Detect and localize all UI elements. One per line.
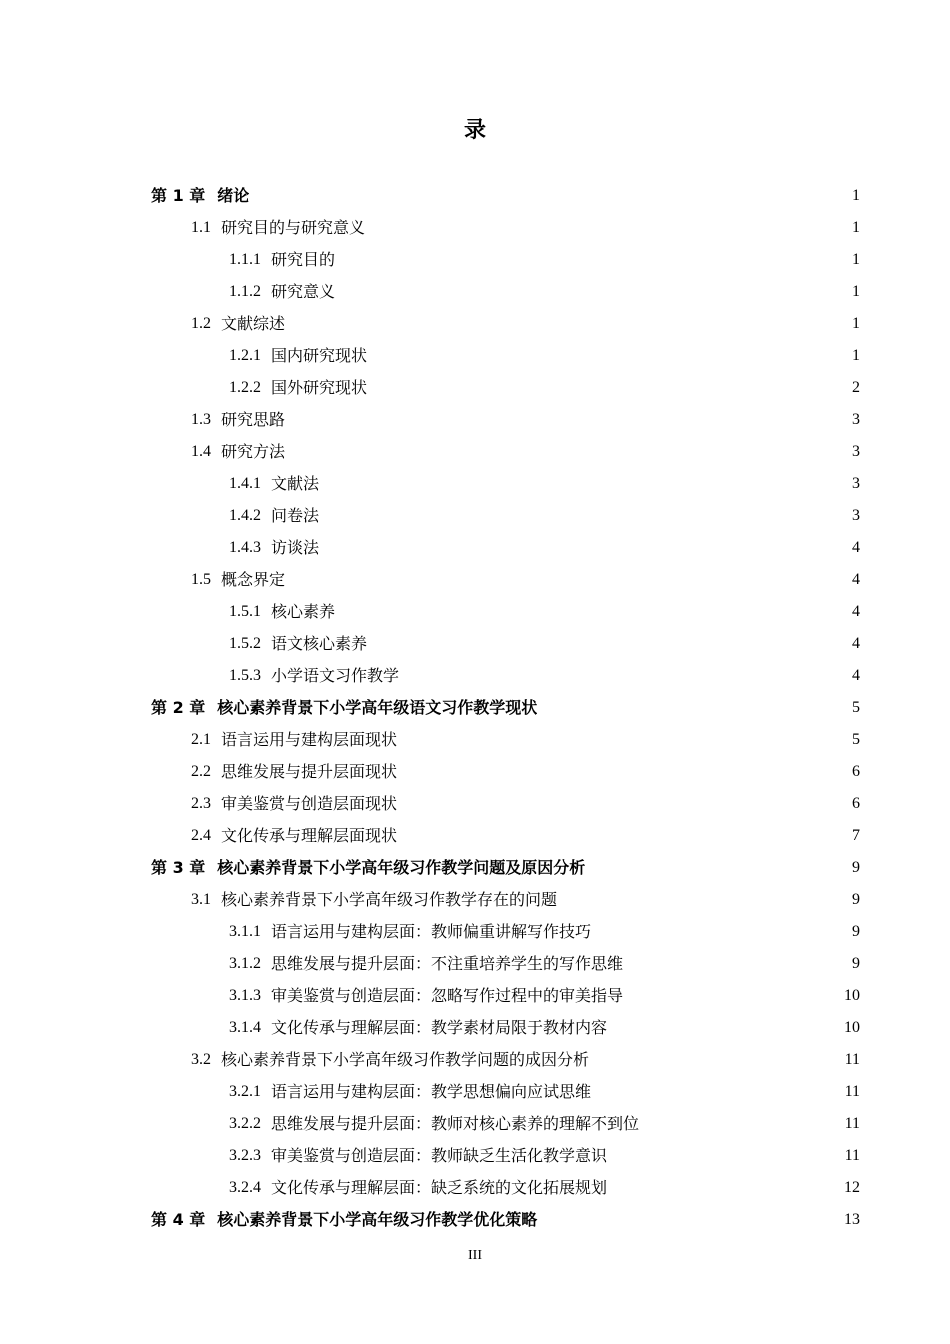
toc-entry-title: 文化传承与理解层面：教学素材局限于教材内容: [271, 1018, 608, 1037]
dot-leader: [609, 1140, 842, 1172]
toc-subsection-entry[interactable]: [0, 1140, 950, 1172]
dot-leader: [591, 1044, 842, 1076]
toc-entry-number: 1.3: [191, 411, 211, 428]
toc-entry-number: 1.1.1: [229, 251, 261, 268]
toc-entry-page: 4: [852, 635, 860, 652]
toc-section-entry[interactable]: [0, 212, 950, 244]
toc-entry-title: 语言运用与建构层面现状: [221, 730, 398, 749]
toc-entry-title: 核心素养背景下小学高年级习作教学存在的问题: [221, 890, 558, 909]
toc-section-entry[interactable]: [0, 1044, 950, 1076]
toc-entry-number: 1.4.1: [229, 475, 261, 492]
toc-entry-title: 绪论: [217, 186, 250, 205]
toc-entry-number: 1.5.3: [229, 667, 261, 684]
toc-entry-title: 思维发展与提升层面：教师对核心素养的理解不到位: [271, 1114, 640, 1133]
dot-leader: [321, 468, 849, 500]
dot-leader: [367, 212, 849, 244]
dot-leader: [401, 660, 849, 692]
dot-leader: [539, 1204, 841, 1236]
toc-entry-number: 3.2: [191, 1051, 211, 1068]
toc-entry-page: 4: [852, 667, 860, 684]
toc-entry-title: 语言运用与建构层面：教师偏重讲解写作技巧: [271, 922, 592, 941]
toc-entry-title: 文化传承与理解层面：缺乏系统的文化拓展规划: [271, 1178, 608, 1197]
toc-entry-page: 3: [852, 443, 860, 460]
toc-entry-page: 1: [852, 283, 860, 300]
toc-entry-page: 3: [852, 475, 860, 492]
toc-section-entry[interactable]: [0, 564, 950, 596]
dot-leader: [287, 564, 849, 596]
toc-entry-page: 3: [852, 507, 860, 524]
toc-entry-page: 10: [844, 1019, 860, 1036]
toc-entry-page: 1: [852, 219, 860, 236]
toc-entry-page: 4: [852, 603, 860, 620]
toc-entry-title: 概念界定: [221, 570, 286, 589]
toc-entry-page: 6: [852, 763, 860, 780]
toc-entry-number: 1.1: [191, 219, 211, 236]
toc-subsection-entry[interactable]: [0, 916, 950, 948]
dot-leader: [399, 756, 849, 788]
toc-entry-title: 研究意义: [271, 282, 336, 301]
toc-section-entry[interactable]: [0, 404, 950, 436]
dot-leader: [625, 980, 841, 1012]
dot-leader: [321, 532, 849, 564]
toc-entry-number: 3.2.1: [229, 1083, 261, 1100]
toc-entry-number: 2.3: [191, 795, 211, 812]
dot-leader: [287, 436, 849, 468]
toc-entry-number: 3.2.3: [229, 1147, 261, 1164]
toc-subsection-entry[interactable]: [0, 372, 950, 404]
toc-entry-number: 1.4.2: [229, 507, 261, 524]
toc-entry-title: 审美鉴赏与创造层面：教师缺乏生活化教学意识: [271, 1146, 608, 1165]
toc-entry-number: 第 2 章: [151, 698, 206, 717]
toc-entry-number: 1.2: [191, 315, 211, 332]
toc-entry-title: 审美鉴赏与创造层面现状: [221, 794, 398, 813]
toc-entry-page: 2: [852, 379, 860, 396]
table-of-contents: [0, 180, 950, 1236]
toc-chapter-entry[interactable]: [0, 692, 950, 724]
toc-entry-number: 1.2.2: [229, 379, 261, 396]
toc-entry-number: 3.2.2: [229, 1115, 261, 1132]
toc-entry-title: 核心素养: [271, 602, 336, 621]
toc-section-entry[interactable]: [0, 756, 950, 788]
toc-subsection-entry[interactable]: [0, 276, 950, 308]
dot-leader: [609, 1012, 841, 1044]
toc-entry-title: 研究目的: [271, 250, 336, 269]
toc-entry-page: 4: [852, 571, 860, 588]
toc-subsection-entry[interactable]: [0, 1012, 950, 1044]
dot-leader: [337, 276, 849, 308]
toc-entry-page: 4: [852, 539, 860, 556]
toc-entry-title: 小学语文习作教学: [271, 666, 400, 685]
toc-entry-number: 第 1 章: [151, 186, 206, 205]
toc-subsection-entry[interactable]: [0, 1108, 950, 1140]
dot-leader: [337, 596, 849, 628]
toc-entry-number: 1.4.3: [229, 539, 261, 556]
toc-section-entry[interactable]: [0, 884, 950, 916]
toc-entry-page: 5: [852, 699, 860, 716]
toc-entry-title: 核心素养背景下小学高年级习作教学问题的成因分析: [221, 1050, 590, 1069]
toc-entry-number: 1.5.1: [229, 603, 261, 620]
toc-entry-number: 2.2: [191, 763, 211, 780]
toc-entry-page: 12: [844, 1179, 860, 1196]
toc-entry-number: 3.2.4: [229, 1179, 261, 1196]
toc-subsection-entry[interactable]: [0, 596, 950, 628]
toc-entry-number: 3.1: [191, 891, 211, 908]
toc-entry-title: 语言运用与建构层面：教学思想偏向应试思维: [271, 1082, 592, 1101]
toc-entry-title: 文化传承与理解层面现状: [221, 826, 398, 845]
dot-leader: [369, 628, 849, 660]
toc-entry-page: 9: [852, 955, 860, 972]
toc-entry-title: 问卷法: [271, 506, 320, 525]
toc-entry-title: 核心素养背景下小学高年级语文习作教学现状: [217, 698, 538, 717]
toc-entry-number: 1.1.2: [229, 283, 261, 300]
toc-entry-title: 核心素养背景下小学高年级习作教学优化策略: [217, 1210, 538, 1229]
toc-entry-title: 语文核心素养: [271, 634, 368, 653]
toc-entry-title: 研究思路: [221, 410, 286, 429]
toc-entry-page: 5: [852, 731, 860, 748]
toc-subsection-entry[interactable]: [0, 628, 950, 660]
toc-entry-page: 1: [852, 315, 860, 332]
dot-leader: [641, 1108, 842, 1140]
toc-entry-title: 文献综述: [221, 314, 286, 333]
toc-entry-title: 研究目的与研究意义: [221, 218, 366, 237]
toc-chapter-entry[interactable]: [0, 852, 950, 884]
dot-leader: [251, 180, 849, 212]
toc-entry-page: 13: [844, 1211, 860, 1228]
toc-entry-number: 1.4: [191, 443, 211, 460]
toc-subsection-entry[interactable]: [0, 500, 950, 532]
toc-entry-title: 访谈法: [271, 538, 320, 557]
dot-leader: [369, 372, 849, 404]
dot-leader: [539, 692, 849, 724]
toc-entry-page: 11: [844, 1051, 860, 1068]
dot-leader: [399, 788, 849, 820]
toc-entry-page: 10: [844, 987, 860, 1004]
dot-leader: [587, 852, 849, 884]
toc-entry-number: 1.5: [191, 571, 211, 588]
toc-chapter-entry[interactable]: [0, 1204, 950, 1236]
toc-subsection-entry[interactable]: [0, 660, 950, 692]
toc-entry-title: 思维发展与提升层面：不注重培养学生的写作思维: [271, 954, 624, 973]
toc-entry-number: 2.4: [191, 827, 211, 844]
dot-leader: [593, 916, 849, 948]
toc-entry-page: 1: [852, 187, 860, 204]
toc-entry-page: 1: [852, 251, 860, 268]
toc-subsection-entry[interactable]: [0, 948, 950, 980]
toc-entry-number: 1.5.2: [229, 635, 261, 652]
dot-leader: [287, 404, 849, 436]
toc-section-entry[interactable]: [0, 788, 950, 820]
toc-subsection-entry[interactable]: [0, 532, 950, 564]
toc-subsection-entry[interactable]: [0, 1076, 950, 1108]
toc-entry-title: 思维发展与提升层面现状: [221, 762, 398, 781]
dot-leader: [337, 244, 849, 276]
dot-leader: [321, 500, 849, 532]
toc-subsection-entry[interactable]: [0, 244, 950, 276]
toc-section-entry[interactable]: [0, 308, 950, 340]
toc-entry-page: 9: [852, 923, 860, 940]
toc-entry-title: 国内研究现状: [271, 346, 368, 365]
toc-entry-title: 文献法: [271, 474, 320, 493]
toc-entry-title: 研究方法: [221, 442, 286, 461]
dot-leader: [559, 884, 849, 916]
page-title: 录: [463, 118, 486, 143]
dot-leader: [609, 1172, 841, 1204]
toc-subsection-entry[interactable]: [0, 340, 950, 372]
toc-entry-number: 3.1.4: [229, 1019, 261, 1036]
dot-leader: [369, 340, 849, 372]
toc-entry-title: 审美鉴赏与创造层面：忽略写作过程中的审美指导: [271, 986, 624, 1005]
toc-entry-page: 3: [852, 411, 860, 428]
toc-entry-number: 2.1: [191, 731, 211, 748]
page-number: III: [468, 1248, 482, 1263]
toc-entry-page: 11: [844, 1147, 860, 1164]
toc-entry-page: 11: [844, 1115, 860, 1132]
toc-section-entry[interactable]: [0, 820, 950, 852]
toc-section-entry[interactable]: [0, 436, 950, 468]
toc-entry-number: 第 4 章: [151, 1210, 206, 1229]
toc-entry-title: 国外研究现状: [271, 378, 368, 397]
toc-entry-number: 第 3 章: [151, 858, 206, 877]
toc-subsection-entry[interactable]: [0, 980, 950, 1012]
toc-subsection-entry[interactable]: [0, 1172, 950, 1204]
dot-leader: [593, 1076, 842, 1108]
dot-leader: [287, 308, 849, 340]
dot-leader: [399, 820, 849, 852]
toc-entry-number: 3.1.2: [229, 955, 261, 972]
toc-entry-page: 9: [852, 859, 860, 876]
toc-section-entry[interactable]: [0, 724, 950, 756]
toc-entry-page: 11: [844, 1083, 860, 1100]
toc-entry-number: 3.1.3: [229, 987, 261, 1004]
toc-subsection-entry[interactable]: [0, 468, 950, 500]
toc-entry-number: 3.1.1: [229, 923, 261, 940]
dot-leader: [399, 724, 849, 756]
toc-entry-page: 7: [852, 827, 860, 844]
toc-chapter-entry[interactable]: [0, 180, 950, 212]
toc-entry-page: 9: [852, 891, 860, 908]
toc-entry-number: 1.2.1: [229, 347, 261, 364]
toc-entry-page: 6: [852, 795, 860, 812]
dot-leader: [625, 948, 849, 980]
toc-entry-title: 核心素养背景下小学高年级习作教学问题及原因分析: [217, 858, 586, 877]
toc-entry-page: 1: [852, 347, 860, 364]
